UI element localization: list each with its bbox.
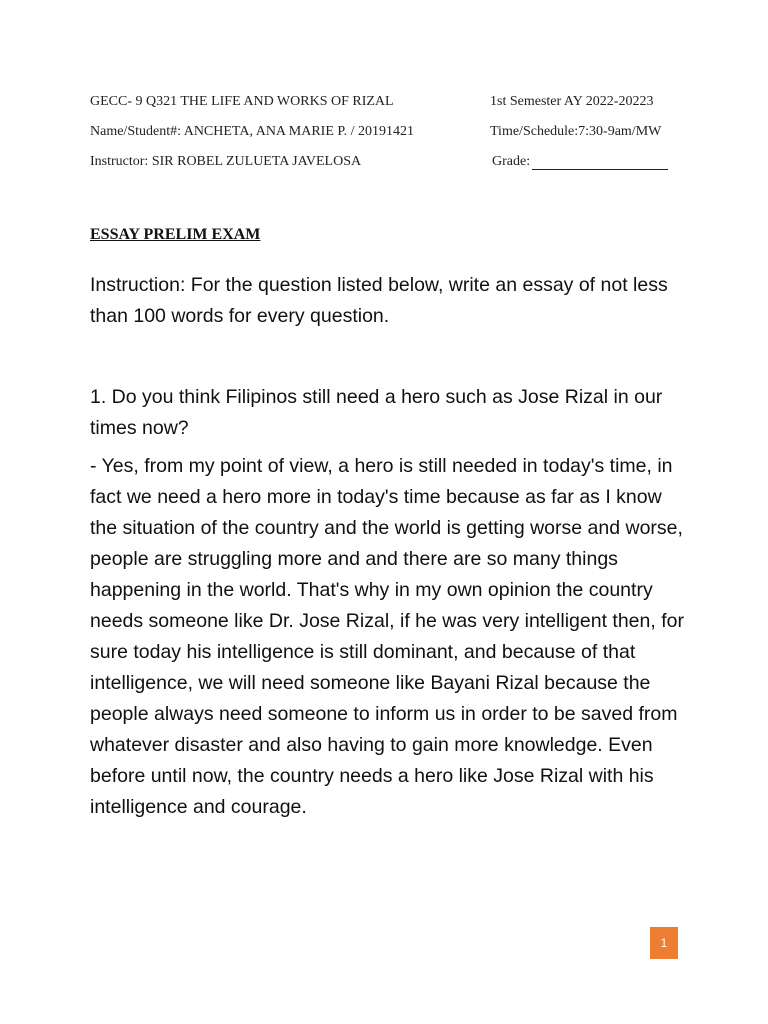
grade-label: Grade:: [492, 154, 531, 169]
instruction-paragraph: Instruction: For the question listed below, write an essay of not less than 100 words for every question.: [90, 274, 668, 327]
semester-label: 1st Semester AY 2022-20223: [490, 94, 654, 109]
instructor-name: Instructor: SIR ROBEL ZULUETA JAVELOSA: [90, 154, 362, 169]
student-name: Name/Student#: ANCHETA, ANA MARIE P. / 20191421: [90, 124, 414, 139]
page-number-badge: 1: [650, 927, 678, 959]
answer-1: - Yes, from my point of view, a hero is still needed in today's time, in fact we need a hero more in today's time because as far as I know the situation of the country and the world is getting worse and worse, people are struggling more and and there are so many things happening in the world. That's why in my own opinion the country needs someone like Dr. Jose Rizal, if he was very intelligent then, for sure today his intelligence is still dominant, and because of that intelligence, we will need someone like Bayani Rizal because the people always need someone to inform us in order to be saved from whatever disaster and also having to gain more knowledge. Even before until now, the country needs a hero like Jose Rizal with his intelligence and courage.: [90, 455, 684, 818]
header-row-instructor: [90, 154, 690, 174]
header-row-student: [90, 124, 690, 144]
course-title: GECC- 9 Q321 THE LIFE AND WORKS OF RIZAL: [90, 94, 394, 109]
header-row-course: [90, 94, 690, 114]
question-1: 1. Do you think Filipinos still need a hero such as Jose Rizal in our times now?: [90, 386, 663, 439]
exam-title: ESSAY PRELIM EXAM: [90, 226, 261, 243]
schedule-label: Time/Schedule:7:30-9am/MW: [490, 124, 662, 139]
grade-blank-line: [532, 155, 668, 170]
grade-field: [492, 154, 668, 170]
